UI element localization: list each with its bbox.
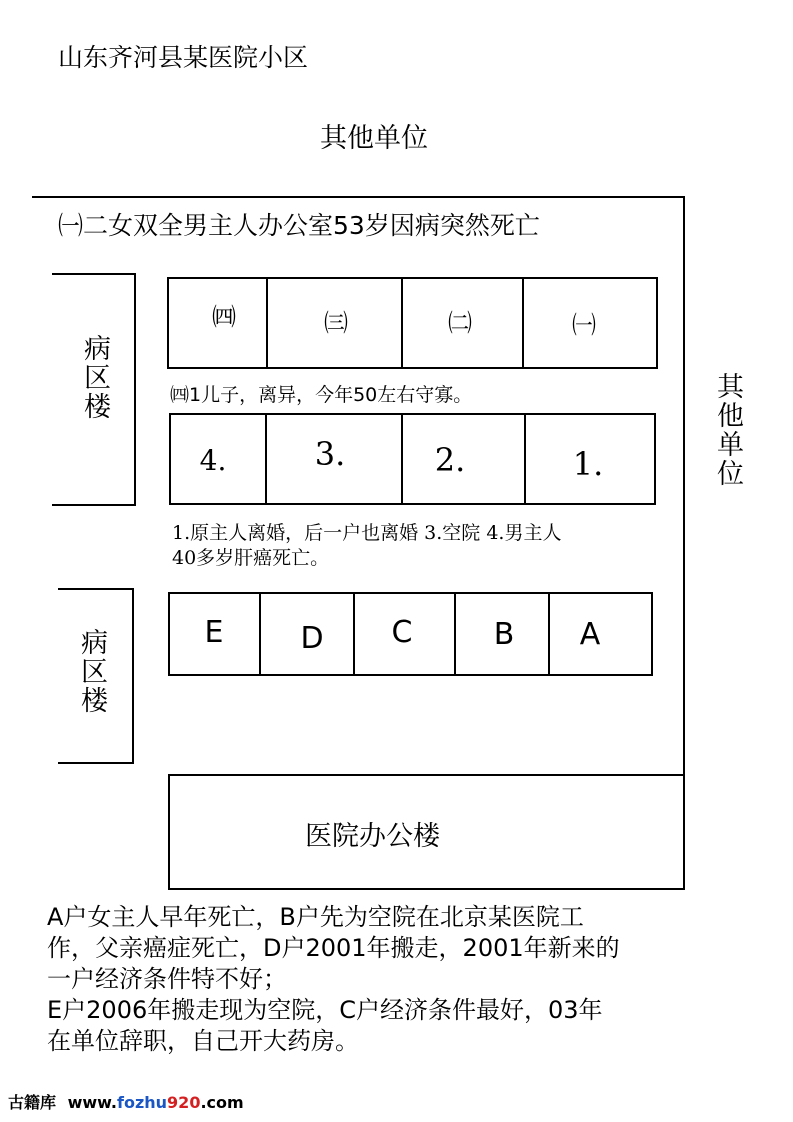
house-1-label: ㈠ <box>572 310 596 339</box>
ward-building-1-label: 病区楼 <box>79 334 110 421</box>
house-c-label: C <box>391 614 413 650</box>
row2-divider <box>524 413 526 505</box>
ward-building-1-top <box>52 273 136 275</box>
watermark-url-brand: fozhu <box>117 1093 168 1112</box>
top-neighbor-label: 其他单位 <box>320 123 428 154</box>
ward-building-1-right <box>134 273 136 506</box>
row1-divider <box>266 277 268 369</box>
house-b-label: B <box>493 616 515 652</box>
watermark <box>8 1090 244 1113</box>
description-line: 一户经济条件特不好； <box>47 965 287 993</box>
compound-right-border <box>683 196 685 774</box>
right-neighbor-label: 其他单位 <box>712 372 743 488</box>
row1-divider <box>401 277 403 369</box>
house-d-label: D <box>300 620 324 656</box>
house-3-label: ㈢ <box>324 308 348 337</box>
row3-divider <box>259 592 261 676</box>
description-line: 在单位辞职，自己开大药房。 <box>47 1027 359 1055</box>
description-line: A户女主人早年死亡，B户先为空院在北京某医院工 <box>47 903 584 931</box>
row3-divider <box>454 592 456 676</box>
note-row1: ㈣1儿子，离异，今年50左右守寡。 <box>170 384 473 406</box>
ward-building-2-bottom <box>58 762 134 764</box>
house-4-number: 4. <box>199 443 227 477</box>
watermark-url-prefix: www. <box>67 1093 117 1112</box>
compound-top-border <box>32 196 685 198</box>
row3-divider <box>353 592 355 676</box>
description-line: 作，父亲癌症死亡，D户2001年搬走，2001年新来的 <box>47 934 620 962</box>
compound-heading: ㈠二女双全男主人办公室53岁因病突然死亡 <box>58 211 540 240</box>
house-3-number: 3. <box>314 435 346 473</box>
note-row2-line1: 1.原主人离婚，后一户也离婚 3.空院 4.男主人 <box>172 522 562 544</box>
watermark-url-suffix: .com <box>200 1093 244 1112</box>
page-title: 山东齐河县某医院小区 <box>58 43 309 72</box>
ward-building-2-right <box>132 588 134 764</box>
row2-divider <box>265 413 267 505</box>
house-e-label: E <box>204 614 224 650</box>
description-text <box>47 902 620 1057</box>
description-line: E户2006年搬走现为空院，C户经济条件最好，03年 <box>47 996 603 1024</box>
row2-divider <box>401 413 403 505</box>
office-building-label: 医院办公楼 <box>305 821 440 852</box>
row3-divider <box>548 592 550 676</box>
ward-building-1-bottom <box>52 504 136 506</box>
note-row2-line2: 40多岁肝癌死亡。 <box>172 547 330 569</box>
ward-building-2-label: 病区楼 <box>76 628 107 715</box>
house-4-label: ㈣ <box>212 302 236 331</box>
house-a-label: A <box>579 616 601 652</box>
ward-building-2-top <box>58 588 134 590</box>
house-2-label: ㈡ <box>448 308 472 337</box>
watermark-site-name: 古籍库 <box>8 1093 57 1112</box>
row1-divider <box>522 277 524 369</box>
house-1-number: 1. <box>572 445 604 483</box>
house-2-number: 2. <box>434 441 466 479</box>
watermark-url-number: 920 <box>167 1093 201 1112</box>
